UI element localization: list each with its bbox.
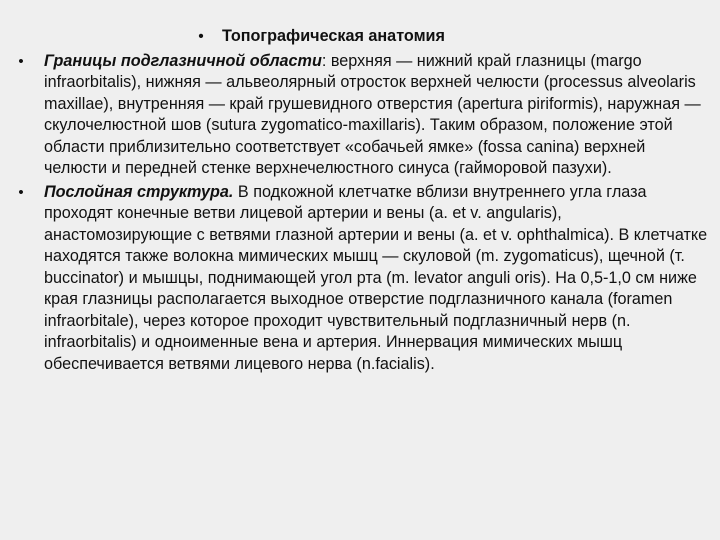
bullet-lead-boundaries: Границы подглазничной области (44, 51, 322, 70)
bullet-dot-icon: • (198, 28, 204, 45)
bullet-text-layers: В подкожной клетчатке вблизи внутреннего угла глаза проходят конечные ветви лицевой артерии и вены (a. et v. angularis), анастомозирующие с ветвями глазной артерии и вены (a. et v. ophthalmica). В клетчатке находятся также волокна мимических мышц — скуловой (m. zygomaticus), щечной (т. buccinator) и мышцы, поднимающей угол рта (m. levator anguli oris). На 0,5-1,0 см ниже края глазницы располагается выходное отверстие подглазничного канала (foramen infraorbitale), через которое проходит чувствительный подглазничный нерв (n. infraorbitalis) и одноименные вена и артерия. Иннервация мимических мышц обеспечивается ветвями лицевого нерва (n.facialis). (44, 182, 708, 373)
slide-heading: Топографическая анатомия (222, 27, 445, 45)
bullet-list (14, 26, 710, 375)
heading-bullet (198, 26, 710, 48)
bullet-text-boundaries: : верхняя — нижний край глазницы (margo infraorbitalis), нижняя — альвеолярный отросток верхней челюсти (processus alveolaris maxillae), внутренняя — край грушевидного отверстия (apertura piriformis), наружная — скулочелюстной шов (sutura zygomatico-maxillaris). Таким образом, положение этой области приблизительно соответствует «собачьей ямке» (fossa canina) верхней челюсти и передней стенке верхнечелюстного синуса (гайморовой пазухи). (44, 51, 701, 177)
bullet-dot-icon: • (18, 52, 24, 70)
bullet-dot-icon: • (18, 183, 24, 201)
bullet-boundaries (14, 51, 710, 180)
bullet-lead-layers: Послойная структура. (44, 182, 234, 201)
bullet-layers (14, 182, 710, 376)
